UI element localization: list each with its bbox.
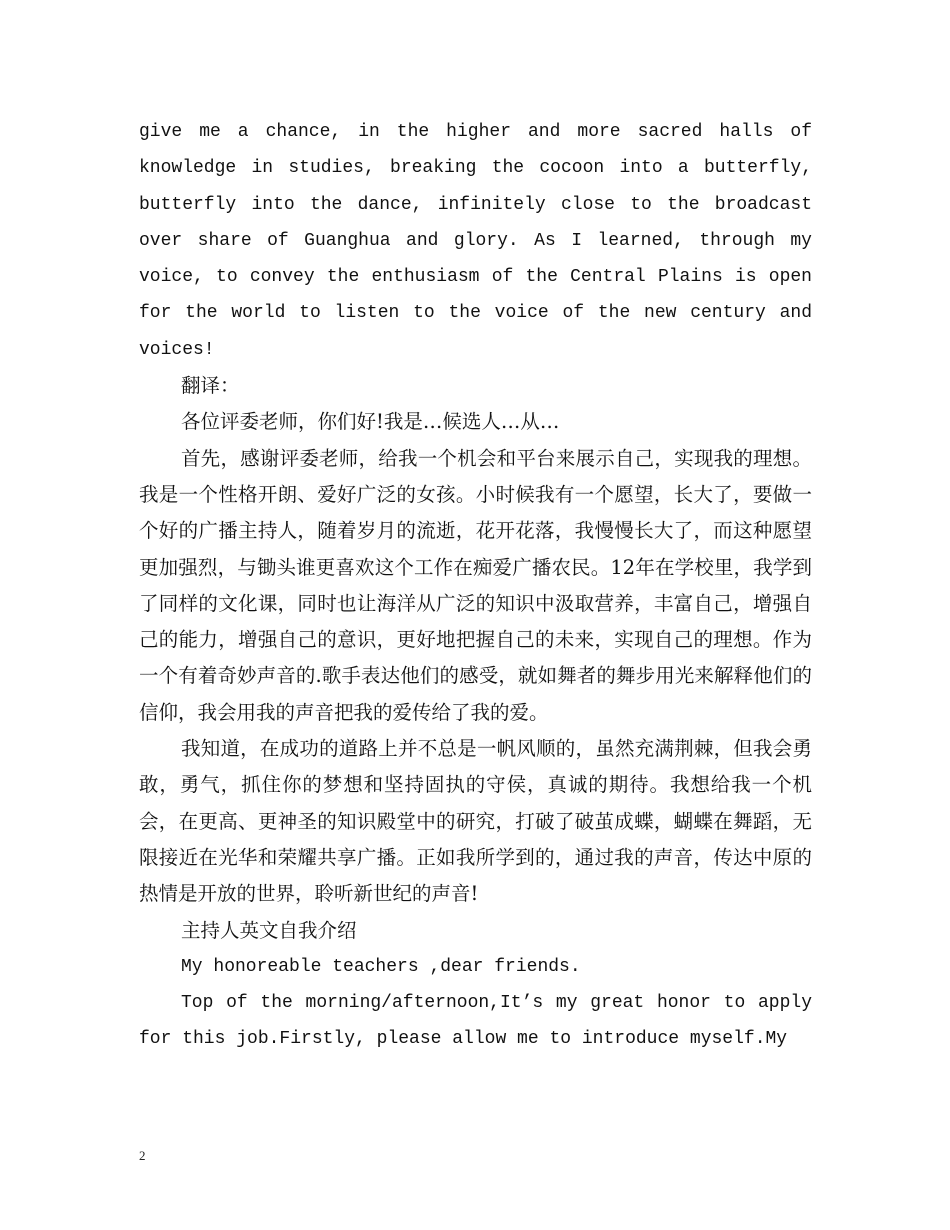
chinese-greeting-paragraph: 各位评委老师，你们好!我是…候选人…从… — [181, 410, 560, 434]
chinese-paragraph-ideal: 首先，感谢评委老师，给我一个机会和平台来展示自己，实现我的理想。我是一个性格开朗、爱好广泛的女孩。小时候我有一个愿望，长大了，要做一个好的广播主持人，随着岁月的流逝，花开花落，我慢慢长大了，而这种愿望更加强烈，与锄头谁更喜欢这个工作在痴爱广播农民。12年在学校里，我学到了同样的文化课，同时也让海洋从广泛的知识中汲取营养，丰富自己，增强自己的能力，增强自己的意识，更好地把握自己的未来，实现自己的理想。作为一个有着奇妙声音的.歌手表达他们的感受，就如舞者的舞步用光来解释他们的信仰，我会用我的声音把我的爱传给了我的爱。 — [139, 446, 812, 724]
english-paragraph-intro: Top of the morning/afternoon,It’s my great honor to apply for this job.Firstly, please allow me to introduce myself.My — [139, 993, 812, 1050]
english-greeting-line: My honoreable teachers ,dear friends. — [181, 956, 581, 977]
english-paragraph-closing: give me a chance, in the higher and more sacred halls of knowledge in studies, breaking the cocoon into a butterfly, butterfly into the dance, infinitely close to the broadcast over share of Guanghua and glory. As I learned, through my voice, to convey the enthusiasm of the Central Plains is open for the world to listen to the voice of the new century and voices! — [139, 122, 812, 360]
chinese-paragraph-success: 我知道，在成功的道路上并不总是一帆风顺的，虽然充满荆棘，但我会勇敢，勇气，抓住你的梦想和坚持固执的守侯，真诚的期待。我想给我一个机会，在更高、更神圣的知识殿堂中的研究，打破了破茧成蝶，蝴蝶在舞蹈，无限接近在光华和荣耀共享广播。正如我所学到的，通过我的声音，传达中原的热情是开放的世界，聆听新世纪的声音! — [139, 737, 812, 906]
page-number: 2 — [139, 1148, 146, 1163]
section-heading-host-intro: 主持人英文自我介绍 — [181, 918, 357, 942]
document-body — [139, 114, 812, 1058]
translation-heading: 翻译： — [181, 374, 240, 398]
